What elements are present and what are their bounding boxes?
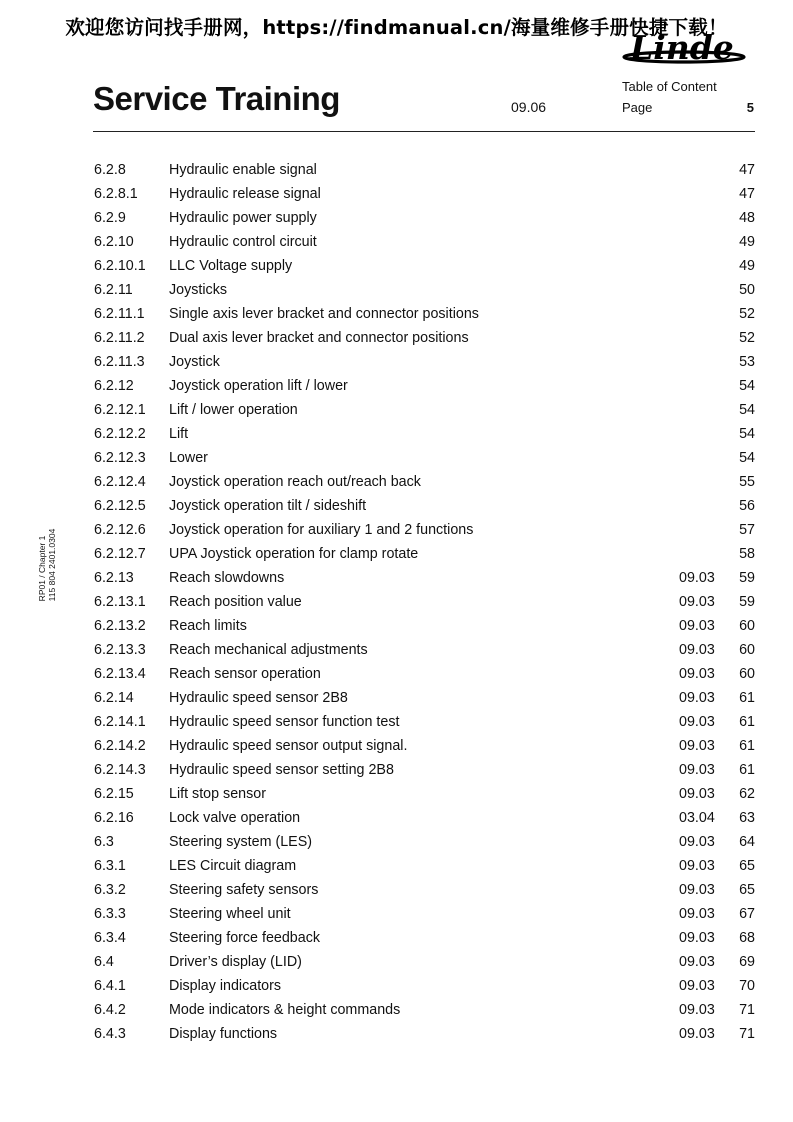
toc-page-number: 65: [739, 858, 755, 874]
toc-entry-title: Hydraulic speed sensor 2B8: [169, 690, 348, 706]
toc-entry-title: Hydraulic control circuit: [169, 234, 317, 250]
toc-revision-date: 09.03: [679, 978, 715, 994]
toc-page-number: 60: [739, 618, 755, 634]
toc-section-number: 6.2.12.3: [94, 450, 146, 466]
download-banner: 欢迎您访问找手册网，https://findmanual.cn/海量维修手册快捷下载！: [65, 16, 728, 39]
toc-entry-title: Steering wheel unit: [169, 906, 291, 922]
toc-page-number: 70: [739, 978, 755, 994]
toc-row[interactable]: [93, 254, 755, 278]
toc-revision-date: 09.03: [679, 642, 715, 658]
toc-section-number: 6.2.11.2: [94, 330, 145, 346]
toc-row[interactable]: [93, 710, 755, 734]
toc-page-number: 69: [739, 954, 755, 970]
toc-entry-title: Driver’s display (LID): [169, 954, 302, 970]
toc-page-number: 47: [739, 162, 755, 178]
toc-entry-title: Joystick: [169, 354, 220, 370]
toc-section-number: 6.2.13.2: [94, 618, 146, 634]
toc-entry-title: Single axis lever bracket and connector positions: [169, 306, 479, 322]
toc-revision-date: 09.03: [679, 738, 715, 754]
toc-page-number: 54: [739, 402, 755, 418]
toc-row[interactable]: [93, 542, 755, 566]
toc-page-number: 54: [739, 450, 755, 466]
toc-entry-title: Display functions: [169, 1026, 278, 1042]
toc-revision-date: 03.04: [679, 810, 715, 826]
toc-section-number: 6.2.8.1: [94, 186, 138, 202]
toc-entry-title: Lock valve operation: [169, 810, 301, 826]
toc-page-number: 61: [739, 738, 755, 754]
toc-row[interactable]: [93, 854, 755, 878]
toc-entry-title: Joystick operation tilt / sideshift: [169, 498, 367, 514]
page-title: Service Training: [93, 80, 340, 117]
toc-section-number: 6.2.11.1: [94, 306, 145, 322]
toc-revision-date: 09.03: [679, 714, 715, 730]
toc-section-number: 6.2.12.4: [94, 474, 146, 490]
toc-page-number: 49: [739, 234, 755, 250]
toc-entry-title: Display indicators: [169, 978, 282, 994]
toc-row[interactable]: [93, 950, 755, 974]
toc-page-number: 60: [739, 666, 755, 682]
toc-section-number: 6.2.11: [94, 282, 133, 298]
toc-page-number: 60: [739, 642, 755, 658]
toc-page-number: 54: [739, 426, 755, 442]
header-divider: [93, 131, 755, 132]
document-code: [33, 520, 61, 610]
toc-row[interactable]: [93, 590, 755, 614]
toc-label: Table of Content: [622, 79, 717, 94]
page-label: Page: [622, 100, 653, 115]
toc-revision-date: 09.03: [679, 930, 715, 946]
toc-section-number: 6.2.14: [94, 690, 134, 706]
toc-revision-date: 09.03: [679, 594, 715, 610]
toc-row[interactable]: [93, 206, 755, 230]
toc-section-number: 6.4.1: [94, 978, 126, 994]
toc-section-number: 6.2.14.2: [94, 738, 146, 754]
toc-page-number: 55: [739, 474, 755, 490]
toc-page-number: 53: [739, 354, 755, 370]
page-number: 5: [746, 100, 754, 115]
toc-section-number: 6.2.10.1: [94, 258, 146, 274]
toc-entry-title: Steering safety sensors: [169, 882, 319, 898]
toc-page-number: 59: [739, 570, 755, 586]
toc-entry-title: Dual axis lever bracket and connector positions: [169, 330, 469, 346]
toc-row[interactable]: [93, 278, 755, 302]
toc-revision-date: 09.03: [679, 1002, 715, 1018]
toc-row[interactable]: [93, 374, 755, 398]
toc-row[interactable]: [93, 830, 755, 854]
toc-page-number: 52: [739, 330, 755, 346]
table-of-contents: [93, 158, 755, 1046]
document-code-line1: RP01 / Chapter 1: [37, 535, 47, 602]
toc-row[interactable]: [93, 686, 755, 710]
toc-page-number: 50: [739, 282, 755, 298]
toc-row[interactable]: [93, 230, 755, 254]
toc-row[interactable]: [93, 494, 755, 518]
issue-date: 09.06: [511, 99, 547, 115]
toc-revision-date: 09.03: [679, 618, 715, 634]
toc-page-number: 49: [739, 258, 755, 274]
toc-revision-date: 09.03: [679, 690, 715, 706]
toc-row[interactable]: [93, 470, 755, 494]
toc-entry-title: Reach limits: [169, 618, 247, 634]
toc-page-number: 58: [739, 546, 755, 562]
toc-section-number: 6.3: [94, 834, 114, 850]
toc-entry-title: Steering force feedback: [169, 930, 321, 946]
toc-entry-title: Mode indicators & height commands: [169, 1002, 401, 1018]
toc-entry-title: Lift: [169, 426, 189, 442]
toc-entry-title: Reach sensor operation: [169, 666, 321, 682]
toc-section-number: 6.4.2: [94, 1002, 126, 1018]
toc-page-number: 62: [739, 786, 755, 802]
toc-section-number: 6.2.12.5: [94, 498, 146, 514]
toc-entry-title: LLC Voltage supply: [169, 258, 293, 274]
toc-entry-title: Reach slowdowns: [169, 570, 285, 586]
toc-section-number: 6.2.13.1: [94, 594, 146, 610]
toc-row[interactable]: [93, 1022, 755, 1046]
toc-row[interactable]: [93, 758, 755, 782]
linde-logo-icon: [622, 28, 752, 68]
toc-entry-title: UPA Joystick operation for clamp rotate: [169, 546, 419, 562]
toc-row[interactable]: [93, 446, 755, 470]
toc-row[interactable]: [93, 302, 755, 326]
toc-page-number: 61: [739, 762, 755, 778]
toc-page-number: 52: [739, 306, 755, 322]
linde-logo-text: Linde: [630, 28, 734, 67]
toc-row[interactable]: [93, 398, 755, 422]
toc-section-number: 6.3.4: [94, 930, 126, 946]
toc-entry-title: Hydraulic enable signal: [169, 162, 317, 178]
toc-section-number: 6.2.12.6: [94, 522, 146, 538]
toc-row[interactable]: [93, 998, 755, 1022]
toc-revision-date: 09.03: [679, 666, 715, 682]
toc-section-number: 6.2.12.2: [94, 426, 146, 442]
document-code-line2: 115 804 2401.0304: [47, 528, 57, 602]
toc-revision-date: 09.03: [679, 954, 715, 970]
toc-revision-date: 09.03: [679, 762, 715, 778]
toc-page-number: 54: [739, 378, 755, 394]
toc-section-number: 6.2.12.1: [94, 402, 146, 418]
toc-section-number: 6.2.10: [94, 234, 134, 250]
toc-entry-title: Joystick operation lift / lower: [169, 378, 348, 394]
toc-row[interactable]: [93, 350, 755, 374]
toc-section-number: 6.4: [94, 954, 114, 970]
toc-revision-date: 09.03: [679, 906, 715, 922]
toc-page-number: 61: [739, 714, 755, 730]
toc-row[interactable]: [93, 878, 755, 902]
toc-entry-title: Hydraulic release signal: [169, 186, 321, 202]
toc-row[interactable]: [93, 566, 755, 590]
toc-page-number: 48: [739, 210, 755, 226]
toc-entry-title: Hydraulic speed sensor setting 2B8: [169, 762, 394, 778]
toc-row[interactable]: [93, 734, 755, 758]
toc-row[interactable]: [93, 638, 755, 662]
toc-row[interactable]: [93, 614, 755, 638]
toc-row[interactable]: [93, 662, 755, 686]
toc-page-number: 56: [739, 498, 755, 514]
toc-entry-title: Lift stop sensor: [169, 786, 266, 802]
toc-section-number: 6.2.15: [94, 786, 134, 802]
toc-row[interactable]: [93, 422, 755, 446]
toc-row[interactable]: [93, 182, 755, 206]
toc-page-number: 65: [739, 882, 755, 898]
toc-page-number: 57: [739, 522, 755, 538]
toc-entry-title: Lift / lower operation: [169, 402, 298, 418]
toc-page-number: 47: [739, 186, 755, 202]
toc-entry-title: Joystick operation reach out/reach back: [169, 474, 421, 490]
toc-entry-title: Hydraulic speed sensor function test: [169, 714, 400, 730]
toc-revision-date: 09.03: [679, 786, 715, 802]
toc-revision-date: 09.03: [679, 858, 715, 874]
toc-page-number: 64: [739, 834, 755, 850]
toc-entry-title: Joystick operation for auxiliary 1 and 2 functions: [169, 522, 474, 538]
toc-entry-title: Hydraulic power supply: [169, 210, 317, 226]
toc-section-number: 6.2.11.3: [94, 354, 145, 370]
toc-row[interactable]: [93, 326, 755, 350]
toc-row[interactable]: [93, 974, 755, 998]
toc-section-number: 6.2.8: [94, 162, 126, 178]
toc-page-number: 61: [739, 690, 755, 706]
toc-section-number: 6.3.1: [94, 858, 126, 874]
toc-section-number: 6.2.13: [94, 570, 134, 586]
toc-row[interactable]: [93, 782, 755, 806]
toc-entry-title: Steering system (LES): [169, 834, 313, 850]
toc-section-number: 6.2.14.1: [94, 714, 146, 730]
toc-entry-title: Hydraulic speed sensor output signal.: [169, 738, 408, 754]
toc-section-number: 6.4.3: [94, 1026, 126, 1042]
toc-section-number: 6.2.12.7: [94, 546, 146, 562]
toc-row[interactable]: [93, 926, 755, 950]
toc-entry-title: Joysticks: [169, 282, 227, 298]
toc-entry-title: Reach mechanical adjustments: [169, 642, 368, 658]
toc-revision-date: 09.03: [679, 834, 715, 850]
toc-page-number: 59: [739, 594, 755, 610]
toc-section-number: 6.2.13.3: [94, 642, 146, 658]
toc-entry-title: Lower: [169, 450, 208, 466]
toc-revision-date: 09.03: [679, 570, 715, 586]
toc-row[interactable]: [93, 518, 755, 542]
toc-section-number: 6.2.14.3: [94, 762, 146, 778]
toc-row[interactable]: [93, 902, 755, 926]
toc-entry-title: Reach position value: [169, 594, 302, 610]
toc-page-number: 67: [739, 906, 755, 922]
toc-page-number: 71: [739, 1026, 755, 1042]
toc-entry-title: LES Circuit diagram: [169, 858, 297, 874]
toc-revision-date: 09.03: [679, 1026, 715, 1042]
linde-logo: [622, 28, 752, 68]
toc-page-number: 68: [739, 930, 755, 946]
toc-section-number: 6.2.13.4: [94, 666, 146, 682]
toc-section-number: 6.3.2: [94, 882, 126, 898]
toc-revision-date: 09.03: [679, 882, 715, 898]
toc-row[interactable]: [93, 806, 755, 830]
toc-section-number: 6.2.12: [94, 378, 134, 394]
toc-section-number: 6.2.16: [94, 810, 134, 826]
toc-page-number: 71: [739, 1002, 755, 1018]
toc-section-number: 6.3.3: [94, 906, 126, 922]
toc-row[interactable]: [93, 158, 755, 182]
toc-section-number: 6.2.9: [94, 210, 126, 226]
toc-page-number: 63: [739, 810, 755, 826]
